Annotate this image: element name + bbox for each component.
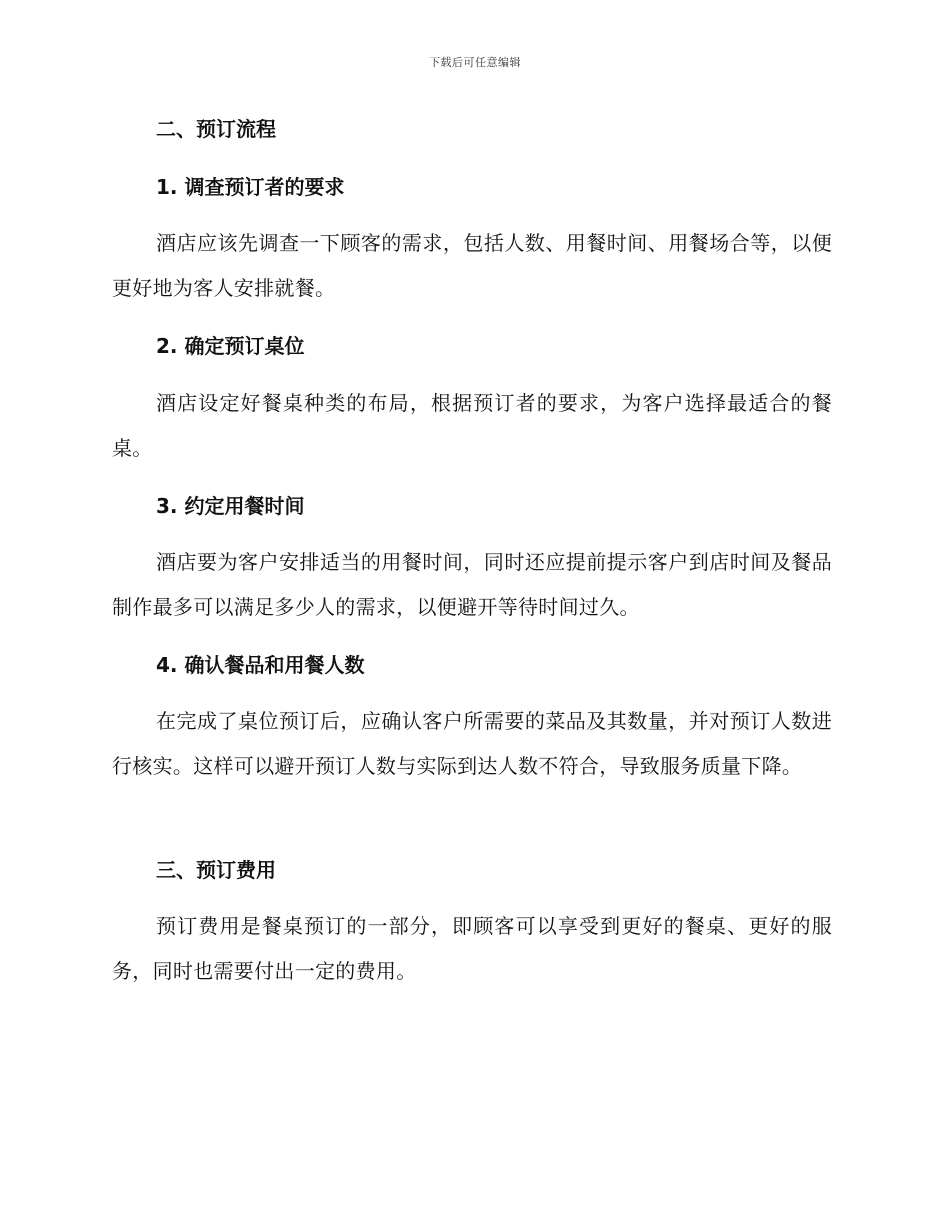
step-heading-2: 2. 确定预订桌位 <box>156 334 305 358</box>
section-heading-booking-fees: 三、预订费用 <box>156 858 276 882</box>
step-heading-3: 3. 约定用餐时间 <box>156 494 305 518</box>
page-header-watermark: 下载后可任意编辑 <box>429 56 521 69</box>
section-paragraph-booking-fees: 预订费用是餐桌预订的一部分，即顾客可以享受到更好的餐桌、更好的服务，同时也需要付出一定的费用。 <box>112 914 832 983</box>
step-heading-4: 4. 确认餐品和用餐人数 <box>156 653 365 677</box>
step-paragraph-2: 酒店设定好餐桌种类的布局，根据预订者的要求，为客户选择最适合的餐桌。 <box>112 391 832 460</box>
step-heading-1: 1. 调查预订者的要求 <box>156 175 345 199</box>
step-paragraph-4: 在完成了桌位预订后，应确认客户所需要的菜品及其数量，并对预订人数进行核实。这样可以避开预订人数与实际到达人数不符合，导致服务质量下降。 <box>112 709 832 778</box>
step-paragraph-1: 酒店应该先调查一下顾客的需求，包括人数、用餐时间、用餐场合等，以便更好地为客人安排就餐。 <box>112 231 832 300</box>
step-paragraph-3: 酒店要为客户安排适当的用餐时间，同时还应提前提示客户到店时间及餐品制作最多可以满足多少人的需求，以便避开等待时间过久。 <box>112 550 832 619</box>
section-heading-booking-process: 二、预订流程 <box>156 117 276 141</box>
